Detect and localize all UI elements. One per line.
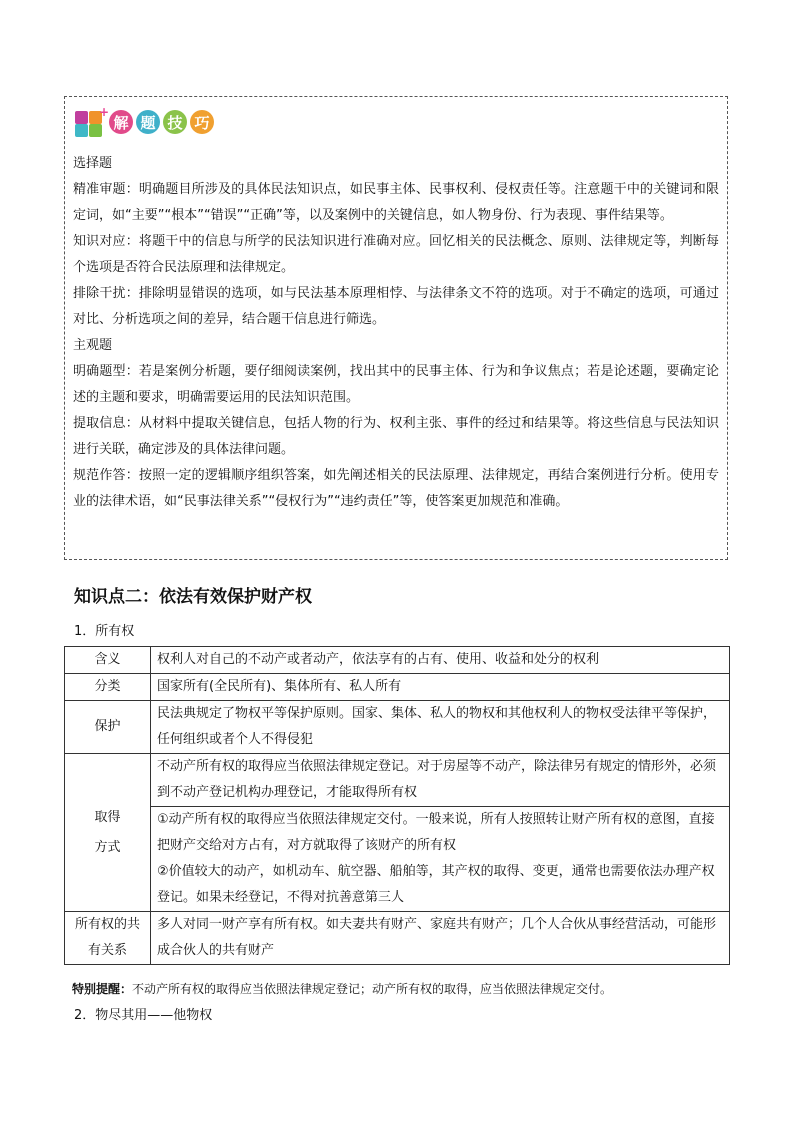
tips-heading-choice: 选择题 [73, 156, 113, 171]
row-cell: 多人对同一财产享有所有权。如夫妻共有财产、家庭共有财产；几个人合伙从事经营活动，可能形成合伙人的共有财产 [151, 912, 730, 965]
badge-char: 技 [163, 110, 187, 134]
tips-paragraph: 提取信息：从材料中提取关键信息，包括人物的行为、权利主张、事件的经过和结果等。将这些信息与民法知识进行关联，确定涉及的具体法律问题。 [73, 416, 719, 457]
reminder-text: 不动产所有权的取得应当依照法律规定登记；动产所有权的取得，应当依照法律规定交付。 [132, 982, 613, 996]
tips-paragraph: 规范作答：按照一定的逻辑顺序组织答案，如先阐述相关的民法原理、法律规定，再结合案例进行分析。使用专业的法律术语，如“民事法律关系”“侵权行为”“违约责任”等，使答案更加规范和准确。 [73, 468, 719, 509]
row-cell: 国家所有(全民所有)、集体所有、私人所有 [151, 674, 730, 701]
badge-char: 题 [136, 110, 160, 134]
table-row [65, 807, 730, 912]
row-head: 含义 [65, 647, 151, 674]
tips-paragraph: 精准审题：明确题目所涉及的具体民法知识点，如民事主体、民事权利、侵权责任等。注意题干中的关键词和限定词，如“主要”“根本”“错误”“正确”等，以及案例中的关键信息，如人物身份、行为表现、事件结果等。 [73, 182, 719, 223]
reminder-label: 特别提醒： [72, 982, 133, 996]
tips-paragraph: 明确题型：若是案例分析题，要仔细阅读案例，找出其中的民事主体、行为和争议焦点；若是论述题，要确定论述的主题和要求，明确需要运用的民法知识范围。 [73, 364, 719, 405]
badge-char: 解 [109, 110, 133, 134]
row-head: 取得 方式 [65, 754, 151, 912]
table-row [65, 674, 730, 701]
row-head: 分类 [65, 674, 151, 701]
row-head: 所有权的共 有关系 [65, 912, 151, 965]
table-row [65, 647, 730, 674]
table-row [65, 701, 730, 754]
tips-paragraph: 知识对应：将题干中的信息与所学的民法知识进行准确对应。回忆相关的民法概念、原则、法律规定等，判断每个选项是否符合民法原理和法律规定。 [73, 234, 719, 275]
badge-char: 巧 [190, 110, 214, 134]
subsection-title: 1．所有权 [74, 624, 135, 639]
ownership-table [64, 646, 730, 965]
table-row [65, 912, 730, 965]
puzzle-icon: + [73, 107, 107, 137]
row-cell: 民法典规定了物权平等保护原则。国家、集体、私人的物权和其他权利人的物权受法律平等保护，任何组织或者个人不得侵犯 [151, 701, 730, 754]
subsection-title: 2．物尽其用——他物权 [74, 1008, 213, 1023]
special-reminder [72, 980, 612, 997]
row-cell: 不动产所有权的取得应当依照法律规定登记。对于房屋等不动产，除法律另有规定的情形外，必须到不动产登记机构办理登记，才能取得所有权 [151, 754, 730, 807]
tips-badge [73, 107, 719, 137]
tips-paragraph: 排除干扰：排除明显错误的选项，如与民法基本原理相悖、与法律条文不符的选项。对于不确定的选项，可通过对比、分析选项之间的差异，结合题干信息进行筛选。 [73, 286, 719, 327]
solving-tips-box [64, 96, 728, 560]
row-cell: ①动产所有权的取得应当依照法律规定交付。一般来说，所有人按照转让财产所有权的意图，直接把财产交给对方占有，对方就取得了该财产的所有权 ②价值较大的动产，如机动车、航空器、船舶等，其产权的取得、变更，通常也需要依法办理产权登记。如果未经登记，不得对抗善意第三人 [151, 807, 730, 912]
tips-heading-subjective: 主观题 [73, 338, 113, 353]
row-head: 保护 [65, 701, 151, 754]
row-cell: 权利人对自己的不动产或者动产，依法享有的占有、使用、收益和处分的权利 [151, 647, 730, 674]
table-row [65, 754, 730, 807]
section-title: 知识点二：依法有效保护财产权 [74, 587, 312, 607]
